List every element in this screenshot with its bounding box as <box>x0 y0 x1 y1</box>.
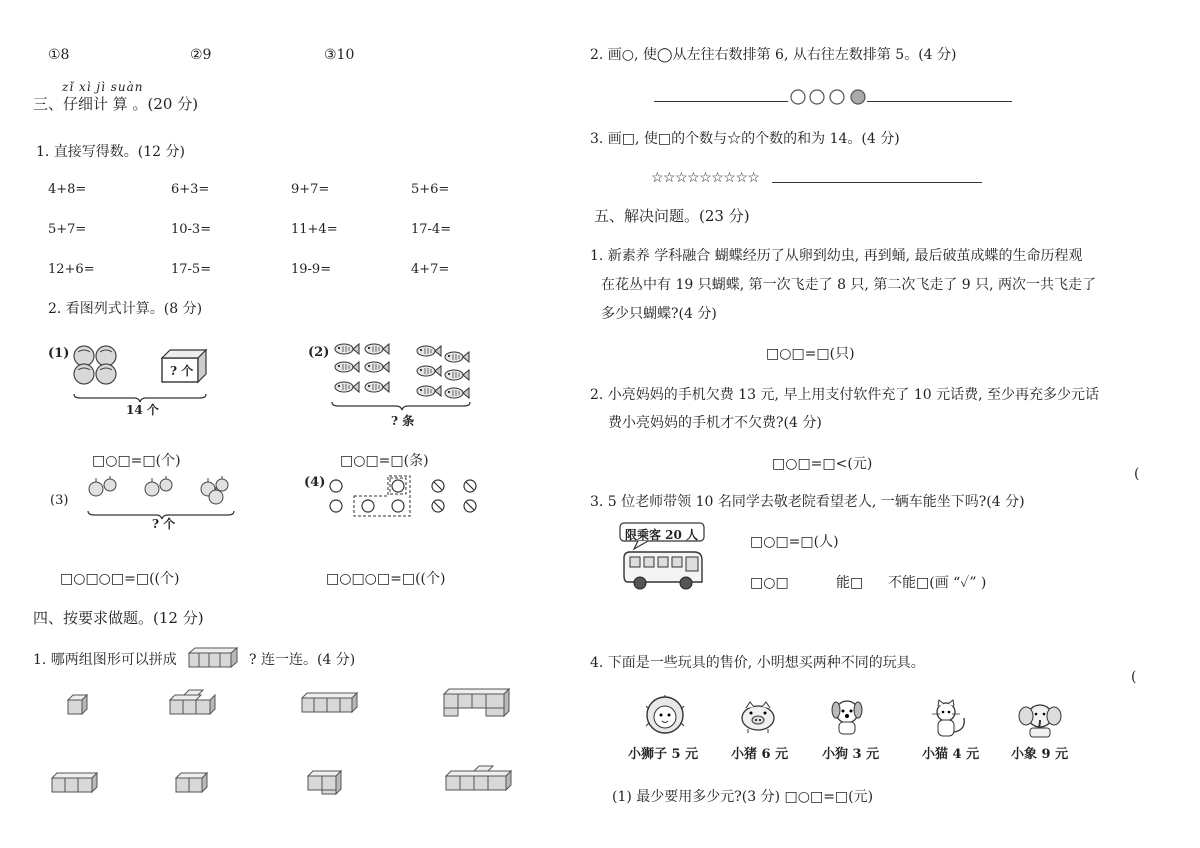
pic1-box-label: ? 个 <box>170 364 194 378</box>
pic4-number: (4) <box>304 475 326 490</box>
toy-price: 小狗 3 元 <box>822 747 880 762</box>
option-1: ①8 <box>48 47 70 63</box>
p3-formula: □○□=□(人) <box>750 534 839 550</box>
calc-item: 4+7= <box>411 262 450 277</box>
toy-price: 小狮子 5 元 <box>628 747 699 762</box>
answer-line <box>654 101 788 102</box>
answer-line <box>867 101 1012 102</box>
lion-icon <box>645 695 685 737</box>
dog-icon <box>830 698 864 736</box>
calc-item: 12+6= <box>48 262 95 277</box>
calc-item: 5+6= <box>411 182 450 197</box>
cube-group <box>66 694 92 716</box>
pic1-formula: □○□=□(个) <box>92 453 181 469</box>
pic3-total: ? 个 <box>152 517 176 531</box>
calc-item: 9+7= <box>291 182 330 197</box>
edge-mark: ( <box>1134 466 1140 482</box>
q2-title: 2. 看图列式计算。(8 分) <box>48 301 203 317</box>
pic2-formula: □○□=□(条) <box>340 453 429 469</box>
toy-price: 小象 9 元 <box>1011 747 1069 762</box>
p4-title: 4. 下面是一些玩具的售价, 小明想买两种不同的玩具。 <box>590 655 925 671</box>
p3-can-choice: 能□ <box>836 575 864 591</box>
calc-item: 10-3= <box>171 222 212 237</box>
pic3-formula: □○□○□=□((个) <box>60 571 180 587</box>
p3-compare: □○□ <box>750 575 789 591</box>
p3-cannot-choice: 不能□(画 “✓” ) <box>888 575 987 591</box>
p2-formula: □○□=□<(元) <box>772 456 873 472</box>
pic4-circle-grid <box>326 474 486 519</box>
calc-item: 11+4= <box>291 222 338 237</box>
calc-item: 6+3= <box>171 182 210 197</box>
p2-line-1: 2. 小亮妈妈的手机欠费 13 元, 早上用支付软件充了 10 元话费, 至少再充多少元话 <box>590 387 1100 403</box>
p1-formula: □○□=□(只) <box>766 346 855 362</box>
section4-q1-text-b: ? 连一连。(4 分) <box>249 652 356 668</box>
calc-item: 17-4= <box>411 222 452 237</box>
elephant-icon <box>1018 702 1062 738</box>
section5-title: 五、解决问题。(23 分) <box>594 207 750 225</box>
pic3-apple-row <box>86 475 241 520</box>
section4-q1-text-a: 1. 哪两组图形可以拼成 <box>33 652 177 668</box>
cube-group <box>168 690 220 716</box>
cube-group <box>306 768 346 796</box>
p4-sub1: (1) 最少要用多少元?(3 分) □○□=□(元) <box>612 789 874 805</box>
option-2: ②9 <box>190 47 212 63</box>
p1-line-1: 1. 新素养 学科融合 蝴蝶经历了从卵到幼虫, 再到蛹, 最后破茧成蝶的生命历程观 <box>590 248 1083 264</box>
pic2-fish-group <box>330 342 480 412</box>
cube-group <box>442 688 514 718</box>
cube-group <box>174 772 210 796</box>
toy-price: 小猪 6 元 <box>731 747 789 762</box>
star-row: ☆☆☆☆☆☆☆☆☆ <box>651 170 760 186</box>
right-q2-title: 2. 画○, 使◯从左往右数排第 6, 从右往左数排第 5。(4 分) <box>590 47 957 63</box>
p1-line-3: 多少只蝴蝶?(4 分) <box>601 306 717 322</box>
cube-group <box>50 772 100 796</box>
cube-group <box>444 766 516 796</box>
section3-title: 三、仔细计 算 。(20 分) <box>33 95 199 113</box>
calc-item: 19-9= <box>291 262 332 277</box>
pic1-total: 14 个 <box>126 403 159 417</box>
p3-title: 3. 5 位老师带领 10 名同学去敬老院看望老人, 一辆车能坐下吗?(4 分) <box>590 494 1025 510</box>
option-3: ③10 <box>324 47 355 63</box>
pic2-total: ? 条 <box>391 414 415 428</box>
answer-line <box>772 182 982 183</box>
pic4-formula: □○□○□=□((个) <box>326 571 446 587</box>
pig-icon <box>738 700 778 734</box>
section3-pinyin: zǐ xì jì suàn <box>62 80 144 94</box>
pic3-number: (3) <box>50 493 69 508</box>
bus-sign-label: 限乘客 20 人 <box>625 528 699 542</box>
circle-row <box>789 88 869 106</box>
toy-price: 小猫 4 元 <box>922 747 980 762</box>
p1-line-2: 在花丛中有 19 只蝴蝶, 第一次飞走了 8 只, 第二次飞走了 9 只, 两次一共飞走了 <box>601 277 1097 293</box>
target-cube-bar <box>185 647 245 669</box>
section4-title: 四、按要求做题。(12 分) <box>33 609 204 627</box>
pic2-number: (2) <box>308 345 330 360</box>
calc-item: 5+7= <box>48 222 87 237</box>
q1-title: 1. 直接写得数。(12 分) <box>36 144 185 160</box>
cat-icon <box>930 700 970 738</box>
right-q3-title: 3. 画□, 使□的个数与☆的个数的和为 14。(4 分) <box>590 131 900 147</box>
pic1-number: (1) <box>48 346 70 361</box>
edge-mark: ( <box>1131 669 1137 685</box>
calc-item: 4+8= <box>48 182 87 197</box>
cube-group <box>300 690 362 716</box>
calc-item: 17-5= <box>171 262 212 277</box>
p2-line-2: 费小亮妈妈的手机才不欠费?(4 分) <box>608 415 822 431</box>
